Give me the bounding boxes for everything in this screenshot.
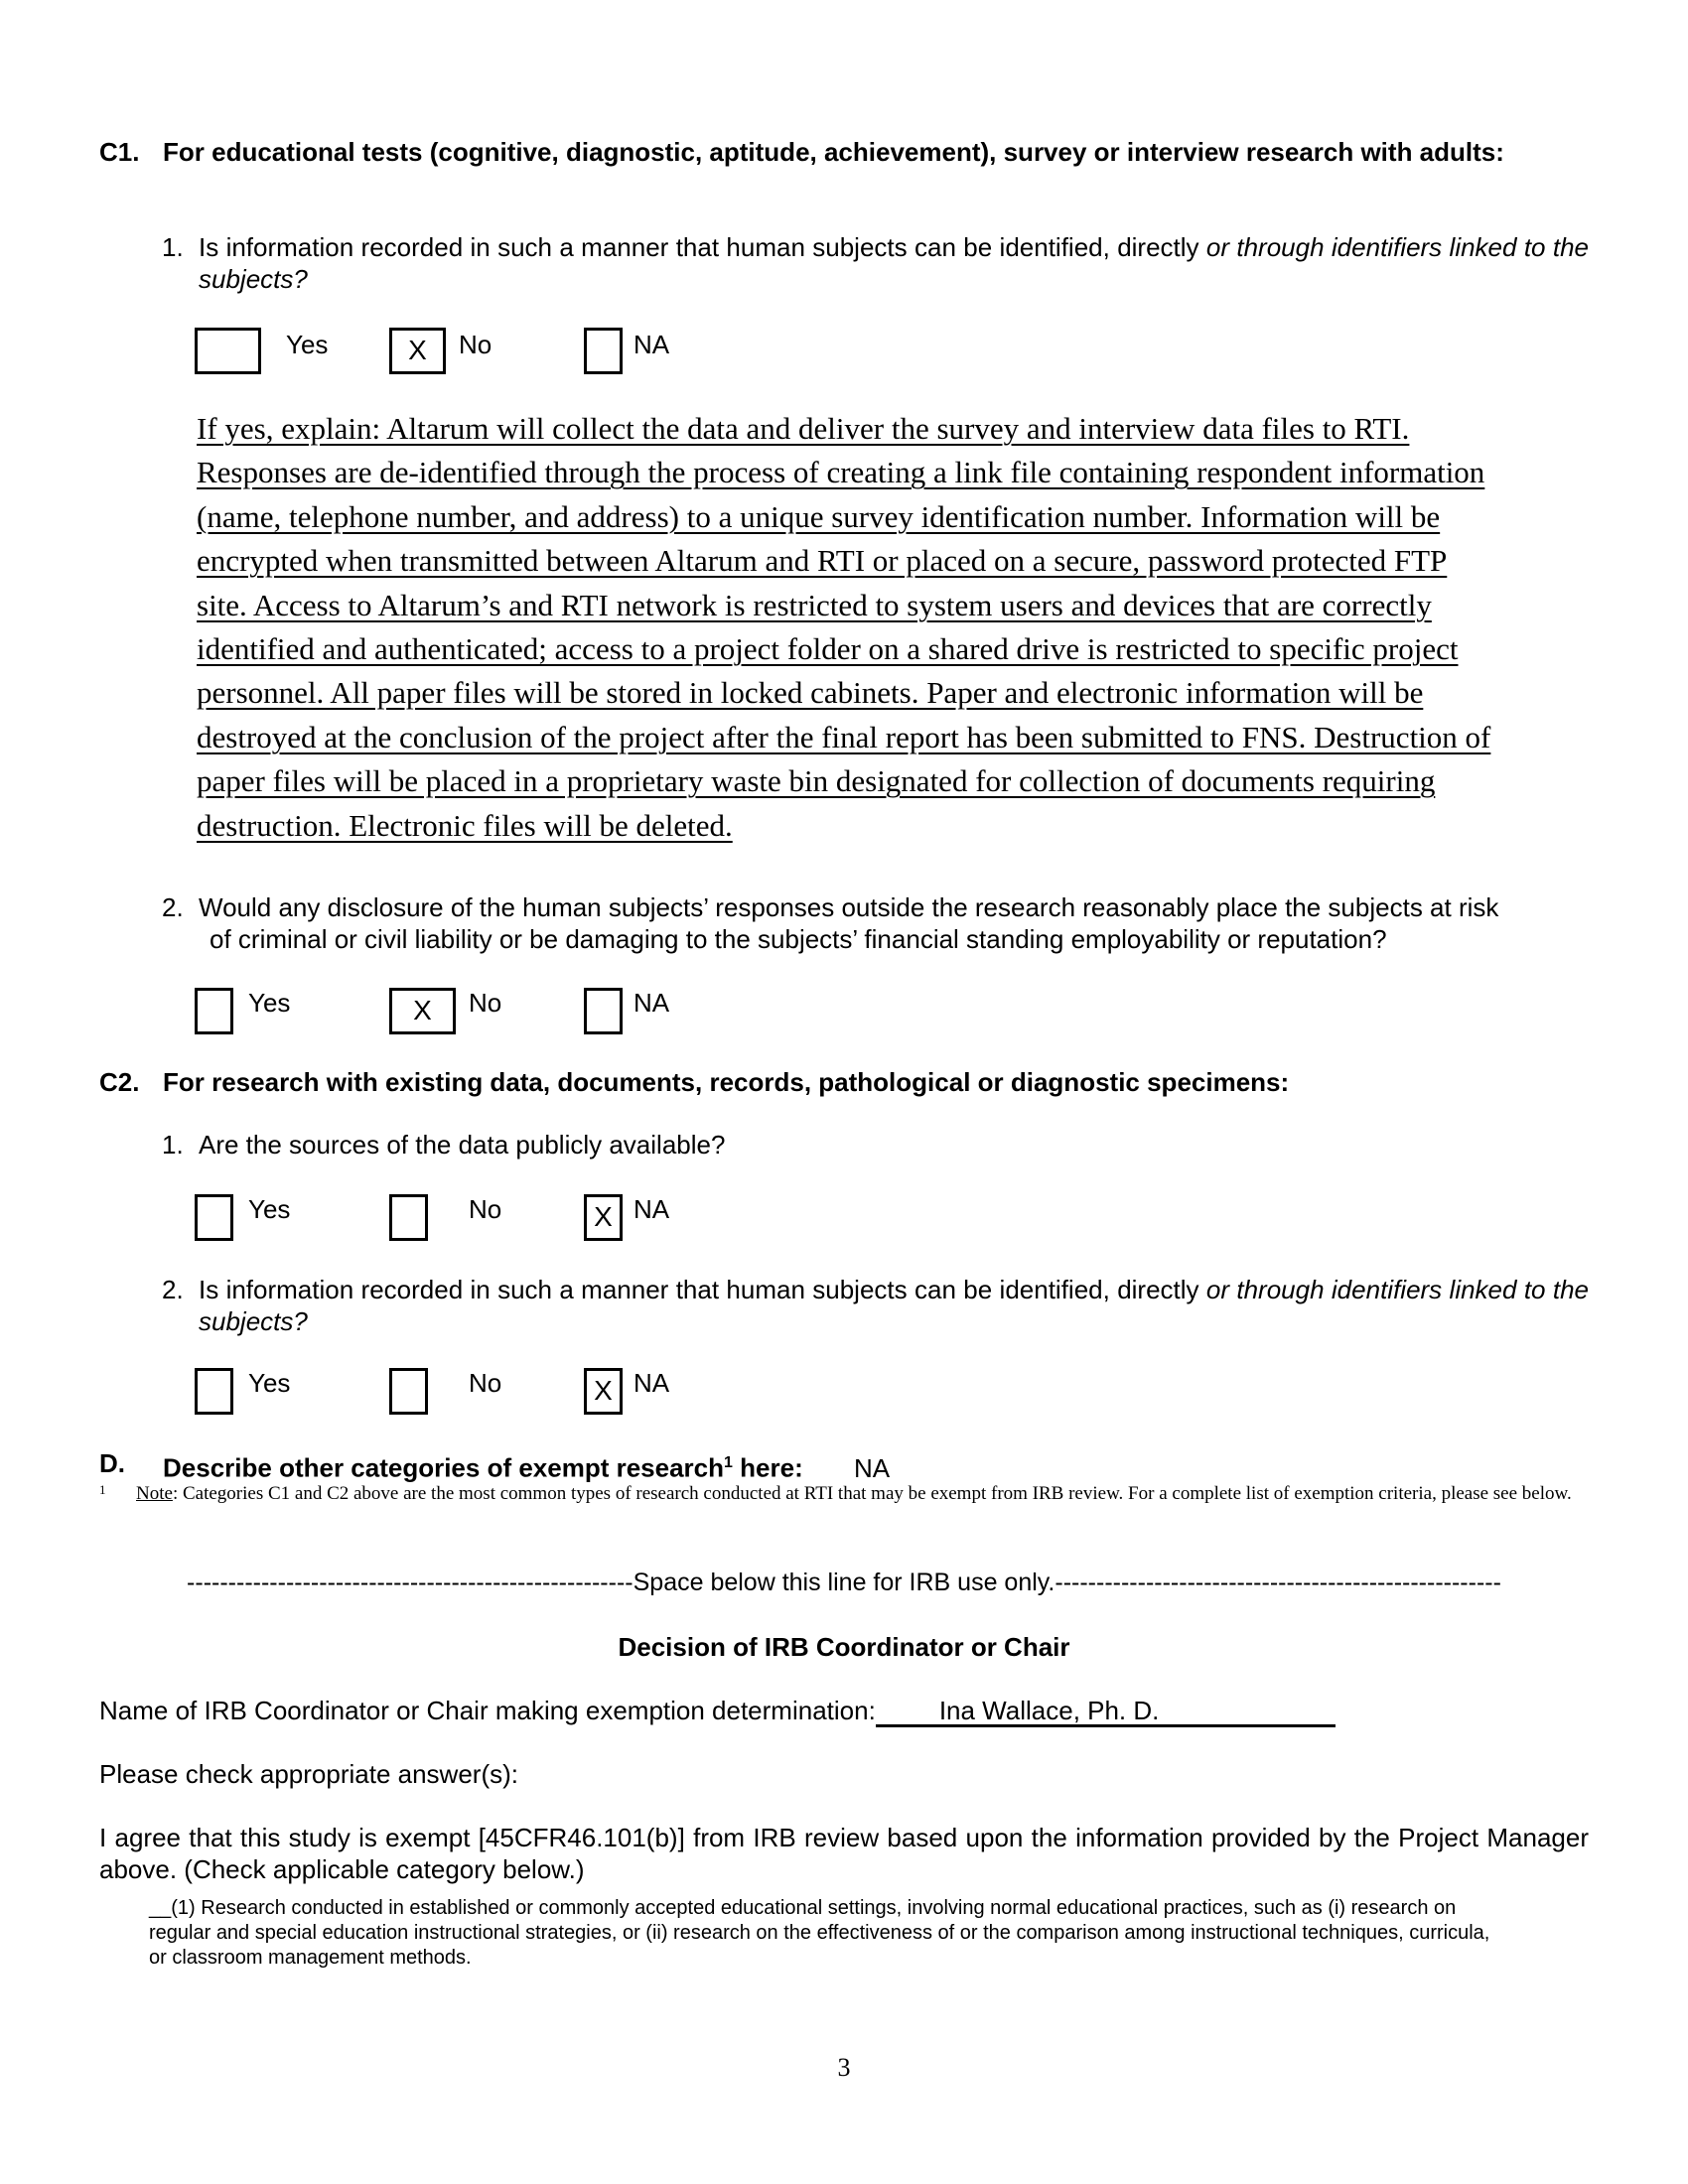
- c2-q1-no-checkbox[interactable]: [389, 1194, 428, 1241]
- c2-q1-yes-checkbox[interactable]: [195, 1194, 233, 1241]
- c2-q1-no-label: No: [469, 1194, 502, 1224]
- c2-q2-no-checkbox[interactable]: [389, 1368, 428, 1415]
- section-d-heading: [99, 1447, 1589, 1483]
- exempt-category-1: [149, 1896, 1499, 1971]
- section-d-title-tail: here:: [732, 1452, 803, 1483]
- explanation-line: destruction. Electronic files will be deleted.: [197, 807, 733, 843]
- c2-q2-yes-checkbox[interactable]: [195, 1368, 233, 1415]
- explanation-line: identified and authenticated; access to a project folder on a shared drive is restricted to specific project: [197, 631, 1459, 667]
- section-c1-title: For educational tests (cognitive, diagnostic, aptitude, achievement), survey or interview research with adults:: [163, 137, 1504, 167]
- c1-q2-yes-label: Yes: [248, 988, 291, 1018]
- footnote-note-label: Note: [136, 1483, 173, 1504]
- question-text-italic: or through identifiers linked to the subjects?: [199, 1275, 1589, 1336]
- c1-q1-explanation: [197, 407, 1589, 848]
- section-c2-title: For research with existing data, documents, records, pathological or diagnostic specimens:: [163, 1067, 1290, 1097]
- c2-question-2: [162, 1274, 1589, 1337]
- section-c2-label: C2.: [99, 1067, 140, 1097]
- irb-name-field[interactable]: Ina Wallace, Ph. D.: [876, 1697, 1336, 1727]
- c2-q1-yes-label: Yes: [248, 1194, 291, 1224]
- question-number: 2.: [162, 892, 184, 922]
- explanation-line: encrypted when transmitted between Altarum and RTI or placed on a secure, password protected FTP: [197, 543, 1448, 579]
- c1-q1-na-label: NA: [633, 330, 670, 359]
- question-number: 2.: [162, 1275, 184, 1304]
- c1-q2-na-checkbox[interactable]: [584, 988, 623, 1034]
- c2-q2-na-label: NA: [633, 1368, 670, 1398]
- divider-dashes-right: ------------------------------------------------------: [1055, 1569, 1501, 1596]
- section-c1-heading: [99, 136, 1589, 205]
- section-d-label: D.: [99, 1448, 125, 1478]
- question-text: Is information recorded in such a manner that human subjects can be identified, directly: [199, 232, 1206, 262]
- agree-statement: I agree that this study is exempt [45CFR46.101(b)] from IRB review based upon the information provided by the Project Manager above. (Check applicable category below.): [99, 1823, 1589, 1884]
- explanation-line: Responses are de-identified through the process of creating a link file containing respondent information: [197, 455, 1485, 490]
- c2-q1-na-checkbox[interactable]: X: [584, 1194, 623, 1241]
- irb-divider: [99, 1569, 1589, 1597]
- c1-question-2: [162, 891, 1589, 955]
- c1-q1-no-label: No: [459, 330, 492, 359]
- irb-name-row: [99, 1695, 1336, 1727]
- decision-title: Decision of IRB Coordinator or Chair: [618, 1632, 1070, 1662]
- explanation-line: If yes, explain: Altarum will collect the data and deliver the survey and interview data files to RTI.: [197, 411, 1410, 446]
- section-d-title: Describe other categories of exempt research: [163, 1452, 725, 1483]
- c1-question-1: [162, 231, 1589, 295]
- irb-name-label: Name of IRB Coordinator or Chair making exemption determination:: [99, 1696, 876, 1725]
- c1-q2-na-label: NA: [633, 988, 670, 1018]
- question-text-line-2: of criminal or civil liability or be damaging to the subjects’ financial standing employability or reputation?: [210, 924, 1387, 954]
- explanation-line: site. Access to Altarum’s and RTI network is restricted to system users and devices that are correctly: [197, 587, 1432, 622]
- question-text: Are the sources of the data publicly available?: [199, 1130, 726, 1160]
- c1-q1-na-checkbox[interactable]: [584, 328, 623, 374]
- check-prompt: Please check appropriate answer(s):: [99, 1759, 518, 1789]
- footnote-reference: 1: [724, 1454, 733, 1471]
- question-text: Is information recorded in such a manner that human subjects can be identified, directly: [199, 1275, 1206, 1304]
- section-c2-heading: [99, 1066, 1589, 1102]
- c1-q1-no-checkbox[interactable]: X: [389, 328, 446, 374]
- section-d-answer: NA: [853, 1452, 891, 1483]
- explanation-line: paper files will be placed in a proprietary waste bin designated for collection of documents requiring: [197, 763, 1436, 799]
- c2-q1-na-label: NA: [633, 1194, 670, 1224]
- c2-q2-no-label: No: [469, 1368, 502, 1398]
- question-text-italic: or through identifiers linked to the subjects?: [199, 232, 1589, 294]
- footnote: [99, 1481, 1589, 1507]
- c1-q2-no-label: No: [469, 988, 502, 1018]
- question-text-line-1: Would any disclosure of the human subjects’ responses outside the research reasonably place the subjects at risk: [199, 892, 1499, 922]
- divider-text: Space below this line for IRB use only.: [633, 1569, 1055, 1596]
- section-c1-label: C1.: [99, 137, 140, 167]
- c2-q2-yes-label: Yes: [248, 1368, 291, 1398]
- explanation-line: (name, telephone number, and address) to a unique survey identification number. Information will be: [197, 498, 1441, 534]
- category-1-text: (1) Research conducted in established or commonly accepted educational settings, involving normal educational practices, such as (i) research on regular and special education instructional strategies, or (ii) research on the effectiveness of or the comparison among instructional techniques, curricula, or classroom management methods.: [149, 1897, 1490, 1969]
- c1-q2-no-checkbox[interactable]: X: [389, 988, 456, 1034]
- c1-q2-yes-checkbox[interactable]: [195, 988, 233, 1034]
- c2-q2-na-checkbox[interactable]: X: [584, 1368, 623, 1415]
- c2-question-1: [162, 1129, 1589, 1160]
- question-number: 1.: [162, 1130, 184, 1160]
- footnote-marker: 1: [99, 1482, 106, 1497]
- question-number: 1.: [162, 232, 184, 262]
- divider-dashes-left: ------------------------------------------------------: [187, 1569, 633, 1596]
- explanation-line: destroyed at the conclusion of the project after the final report has been submitted to FNS. Destruction of: [197, 719, 1491, 754]
- c1-q1-yes-label: Yes: [286, 330, 329, 359]
- page-number: 3: [837, 2053, 851, 2082]
- footnote-text: : Categories C1 and C2 above are the most common types of research conducted at RTI that may be exempt from IRB review. For a complete list of exemption criteria, please see below.: [172, 1483, 1572, 1504]
- c1-q1-yes-checkbox[interactable]: [195, 328, 261, 374]
- explanation-line: personnel. All paper files will be stored in locked cabinets. Paper and electronic information will be: [197, 675, 1424, 711]
- category-1-checkbox-blank[interactable]: __: [149, 1897, 172, 1919]
